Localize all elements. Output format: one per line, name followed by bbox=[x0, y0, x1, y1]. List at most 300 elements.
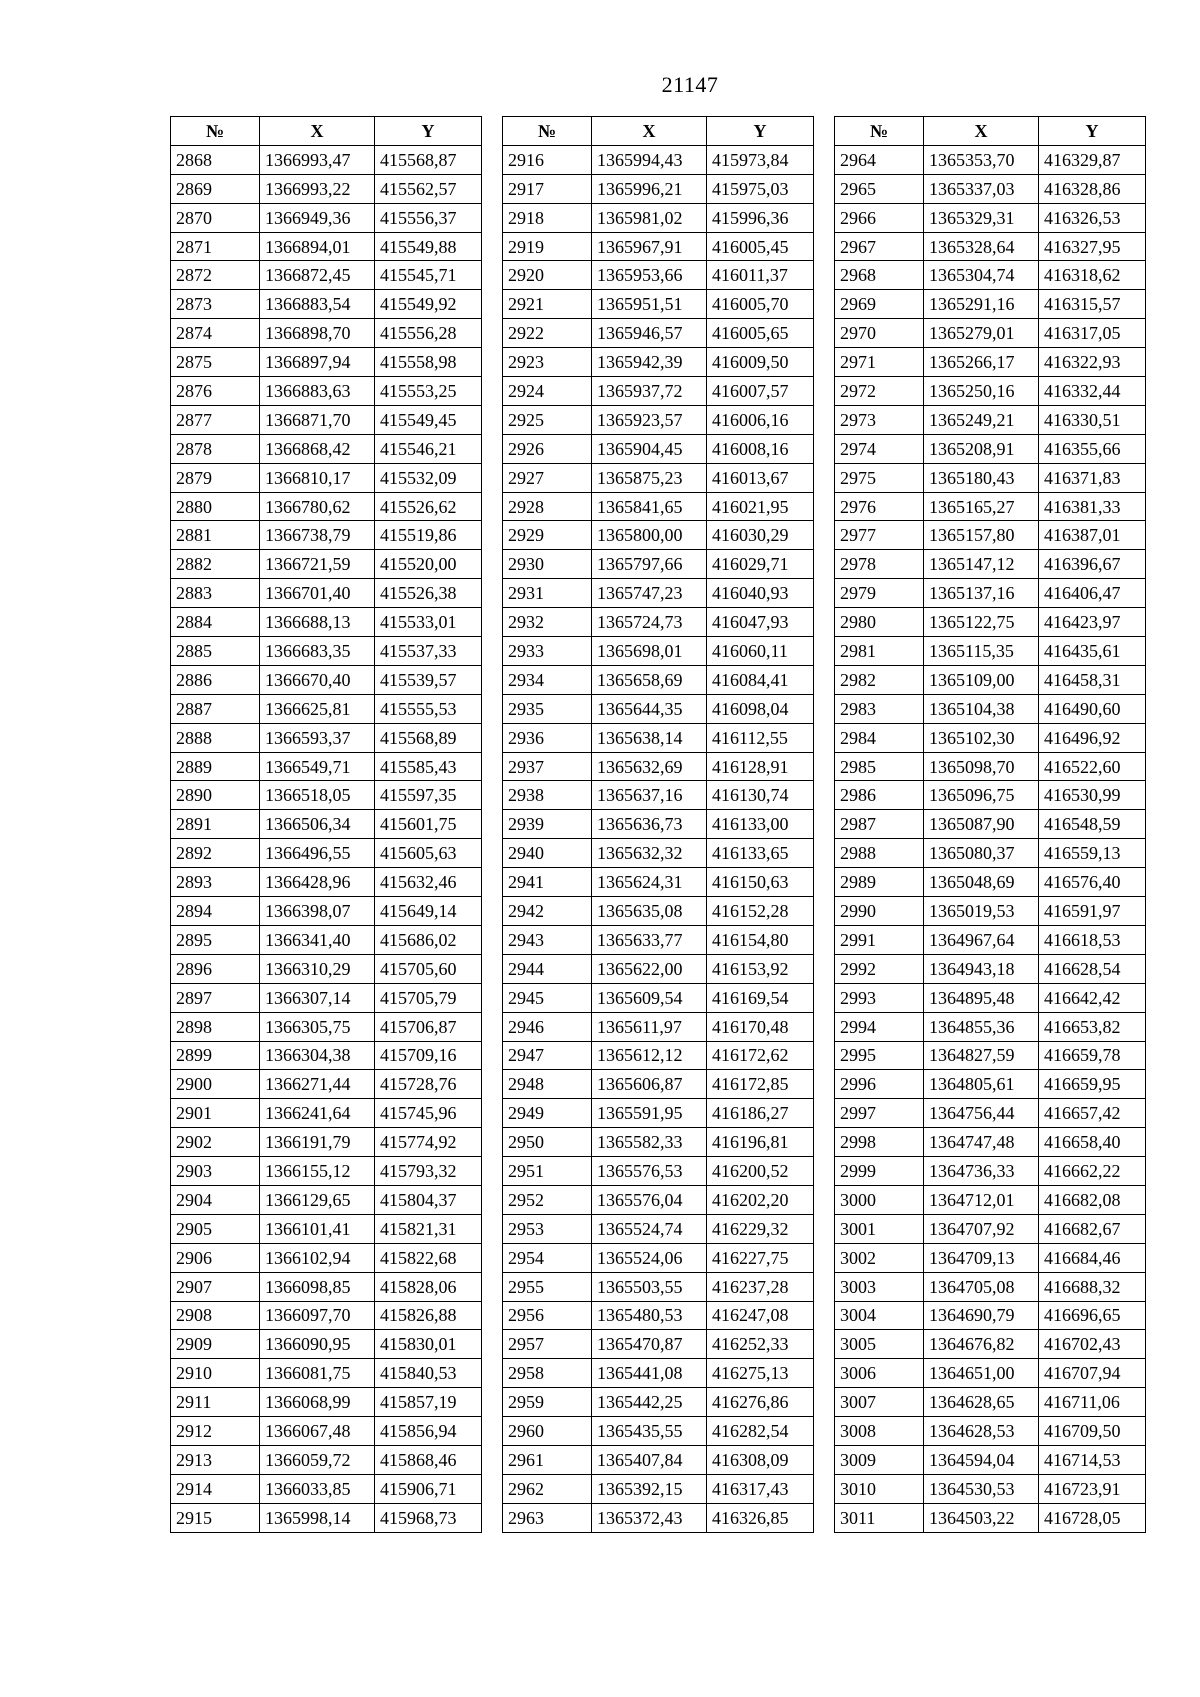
x-coordinate-cell: 1365080,37 bbox=[924, 839, 1039, 868]
table-header-row bbox=[503, 117, 814, 146]
x-coordinate-cell: 1365304,74 bbox=[924, 261, 1039, 290]
x-coordinate-cell: 1365115,35 bbox=[924, 637, 1039, 666]
x-coordinate-cell: 1365981,02 bbox=[592, 203, 707, 232]
table-row bbox=[835, 1272, 1146, 1301]
point-number-cell: 2960 bbox=[503, 1417, 592, 1446]
table-row bbox=[503, 463, 814, 492]
point-number-cell: 2992 bbox=[835, 954, 924, 983]
coordinates-table-1 bbox=[170, 116, 482, 1533]
table-row bbox=[171, 1070, 482, 1099]
y-coordinate-cell: 415601,75 bbox=[375, 810, 482, 839]
point-number-cell: 2986 bbox=[835, 781, 924, 810]
point-number-cell: 2968 bbox=[835, 261, 924, 290]
x-coordinate-cell: 1365747,23 bbox=[592, 579, 707, 608]
table-row bbox=[503, 752, 814, 781]
x-coordinate-cell: 1365612,12 bbox=[592, 1041, 707, 1070]
table-row bbox=[503, 377, 814, 406]
y-coordinate-cell: 415975,03 bbox=[707, 174, 814, 203]
y-coordinate-cell: 415597,35 bbox=[375, 781, 482, 810]
table-row bbox=[503, 637, 814, 666]
table-row bbox=[835, 550, 1146, 579]
table-row bbox=[171, 492, 482, 521]
point-number-cell: 2962 bbox=[503, 1474, 592, 1503]
x-coordinate-cell: 1365249,21 bbox=[924, 405, 1039, 434]
point-number-cell: 2964 bbox=[835, 145, 924, 174]
table-row bbox=[503, 1503, 814, 1532]
x-coordinate-cell: 1366398,07 bbox=[260, 897, 375, 926]
point-number-cell: 2905 bbox=[171, 1214, 260, 1243]
y-coordinate-cell: 415821,31 bbox=[375, 1214, 482, 1243]
y-coordinate-cell: 415856,94 bbox=[375, 1417, 482, 1446]
point-number-cell: 2972 bbox=[835, 377, 924, 406]
table-row bbox=[835, 723, 1146, 752]
table-row bbox=[171, 579, 482, 608]
table-row bbox=[171, 1388, 482, 1417]
point-number-cell: 2902 bbox=[171, 1128, 260, 1157]
table-row bbox=[835, 203, 1146, 232]
x-coordinate-cell: 1365279,01 bbox=[924, 319, 1039, 348]
x-coordinate-cell: 1365591,95 bbox=[592, 1099, 707, 1128]
point-number-cell: 2999 bbox=[835, 1157, 924, 1186]
point-number-cell: 2941 bbox=[503, 868, 592, 897]
x-coordinate-cell: 1365951,51 bbox=[592, 290, 707, 319]
table-row bbox=[503, 434, 814, 463]
table-row bbox=[503, 954, 814, 983]
y-coordinate-cell: 416709,50 bbox=[1039, 1417, 1146, 1446]
x-coordinate-cell: 1366670,40 bbox=[260, 665, 375, 694]
x-coordinate-cell: 1365096,75 bbox=[924, 781, 1039, 810]
x-coordinate-cell: 1366872,45 bbox=[260, 261, 375, 290]
point-number-cell: 2922 bbox=[503, 319, 592, 348]
point-number-cell: 2900 bbox=[171, 1070, 260, 1099]
page-number: 21147 bbox=[661, 72, 719, 97]
x-coordinate-cell: 1365157,80 bbox=[924, 521, 1039, 550]
y-coordinate-cell: 416659,78 bbox=[1039, 1041, 1146, 1070]
point-number-cell: 2877 bbox=[171, 405, 260, 434]
point-number-cell: 2897 bbox=[171, 983, 260, 1012]
x-coordinate-cell: 1365632,32 bbox=[592, 839, 707, 868]
point-number-cell: 2921 bbox=[503, 290, 592, 319]
y-coordinate-cell: 415556,37 bbox=[375, 203, 482, 232]
table-row bbox=[503, 1301, 814, 1330]
x-coordinate-cell: 1365470,87 bbox=[592, 1330, 707, 1359]
y-coordinate-cell: 415562,57 bbox=[375, 174, 482, 203]
point-number-cell: 2889 bbox=[171, 752, 260, 781]
column-header-x: X bbox=[924, 117, 1039, 146]
y-coordinate-cell: 416282,54 bbox=[707, 1417, 814, 1446]
table-row bbox=[171, 1445, 482, 1474]
y-coordinate-cell: 416154,80 bbox=[707, 925, 814, 954]
point-number-cell: 2969 bbox=[835, 290, 924, 319]
table-row bbox=[835, 174, 1146, 203]
point-number-cell: 2985 bbox=[835, 752, 924, 781]
table-row bbox=[503, 174, 814, 203]
point-number-cell: 2868 bbox=[171, 145, 260, 174]
y-coordinate-cell: 415822,68 bbox=[375, 1243, 482, 1272]
x-coordinate-cell: 1366683,35 bbox=[260, 637, 375, 666]
x-coordinate-cell: 1365800,00 bbox=[592, 521, 707, 550]
x-coordinate-cell: 1365048,69 bbox=[924, 868, 1039, 897]
table-row bbox=[171, 810, 482, 839]
x-coordinate-cell: 1365996,21 bbox=[592, 174, 707, 203]
table-row bbox=[503, 1012, 814, 1041]
point-number-cell: 2899 bbox=[171, 1041, 260, 1070]
point-number-cell: 2967 bbox=[835, 232, 924, 261]
y-coordinate-cell: 415857,19 bbox=[375, 1388, 482, 1417]
y-coordinate-cell: 416196,81 bbox=[707, 1128, 814, 1157]
table-row bbox=[835, 377, 1146, 406]
x-coordinate-cell: 1366067,48 bbox=[260, 1417, 375, 1446]
y-coordinate-cell: 415804,37 bbox=[375, 1185, 482, 1214]
x-coordinate-cell: 1366191,79 bbox=[260, 1128, 375, 1157]
table-row bbox=[835, 752, 1146, 781]
y-coordinate-cell: 415728,76 bbox=[375, 1070, 482, 1099]
x-coordinate-cell: 1365087,90 bbox=[924, 810, 1039, 839]
column-header-x: X bbox=[260, 117, 375, 146]
y-coordinate-cell: 415533,01 bbox=[375, 608, 482, 637]
table-row bbox=[503, 1070, 814, 1099]
table-row bbox=[835, 608, 1146, 637]
y-coordinate-cell: 415549,45 bbox=[375, 405, 482, 434]
point-number-cell: 2959 bbox=[503, 1388, 592, 1417]
table-row bbox=[503, 290, 814, 319]
table-row bbox=[835, 434, 1146, 463]
x-coordinate-cell: 1365942,39 bbox=[592, 348, 707, 377]
table-row bbox=[835, 290, 1146, 319]
x-coordinate-cell: 1366305,75 bbox=[260, 1012, 375, 1041]
y-coordinate-cell: 416008,16 bbox=[707, 434, 814, 463]
table-row bbox=[503, 145, 814, 174]
table-row bbox=[171, 1474, 482, 1503]
table-row bbox=[503, 897, 814, 926]
table-row bbox=[503, 810, 814, 839]
x-coordinate-cell: 1364690,79 bbox=[924, 1301, 1039, 1330]
x-coordinate-cell: 1364503,22 bbox=[924, 1503, 1039, 1532]
x-coordinate-cell: 1366428,96 bbox=[260, 868, 375, 897]
point-number-cell: 3003 bbox=[835, 1272, 924, 1301]
x-coordinate-cell: 1366307,14 bbox=[260, 983, 375, 1012]
table-row bbox=[171, 1417, 482, 1446]
point-number-cell: 2957 bbox=[503, 1330, 592, 1359]
y-coordinate-cell: 416688,32 bbox=[1039, 1272, 1146, 1301]
x-coordinate-cell: 1366738,79 bbox=[260, 521, 375, 550]
x-coordinate-cell: 1365637,16 bbox=[592, 781, 707, 810]
y-coordinate-cell: 416098,04 bbox=[707, 694, 814, 723]
table-row bbox=[171, 723, 482, 752]
y-coordinate-cell: 415774,92 bbox=[375, 1128, 482, 1157]
point-number-cell: 2880 bbox=[171, 492, 260, 521]
x-coordinate-cell: 1364855,36 bbox=[924, 1012, 1039, 1041]
point-number-cell: 2923 bbox=[503, 348, 592, 377]
x-coordinate-cell: 1365797,66 bbox=[592, 550, 707, 579]
x-coordinate-cell: 1366871,70 bbox=[260, 405, 375, 434]
x-coordinate-cell: 1365435,55 bbox=[592, 1417, 707, 1446]
y-coordinate-cell: 415686,02 bbox=[375, 925, 482, 954]
table-row bbox=[503, 1388, 814, 1417]
table-row bbox=[503, 839, 814, 868]
x-coordinate-cell: 1365937,72 bbox=[592, 377, 707, 406]
x-coordinate-cell: 1365698,01 bbox=[592, 637, 707, 666]
x-coordinate-cell: 1365250,16 bbox=[924, 377, 1039, 406]
y-coordinate-cell: 415709,16 bbox=[375, 1041, 482, 1070]
point-number-cell: 2996 bbox=[835, 1070, 924, 1099]
y-coordinate-cell: 416702,43 bbox=[1039, 1330, 1146, 1359]
x-coordinate-cell: 1366810,17 bbox=[260, 463, 375, 492]
x-coordinate-cell: 1364628,65 bbox=[924, 1388, 1039, 1417]
point-number-cell: 2956 bbox=[503, 1301, 592, 1330]
y-coordinate-cell: 416172,85 bbox=[707, 1070, 814, 1099]
x-coordinate-cell: 1366271,44 bbox=[260, 1070, 375, 1099]
point-number-cell: 2961 bbox=[503, 1445, 592, 1474]
y-coordinate-cell: 416371,83 bbox=[1039, 463, 1146, 492]
y-coordinate-cell: 415549,92 bbox=[375, 290, 482, 319]
y-coordinate-cell: 416202,20 bbox=[707, 1185, 814, 1214]
table-row bbox=[171, 665, 482, 694]
table-row bbox=[503, 781, 814, 810]
y-coordinate-cell: 416548,59 bbox=[1039, 810, 1146, 839]
y-coordinate-cell: 415585,43 bbox=[375, 752, 482, 781]
y-coordinate-cell: 416247,08 bbox=[707, 1301, 814, 1330]
x-coordinate-cell: 1365658,69 bbox=[592, 665, 707, 694]
y-coordinate-cell: 415906,71 bbox=[375, 1474, 482, 1503]
y-coordinate-cell: 416007,57 bbox=[707, 377, 814, 406]
table-row bbox=[171, 1214, 482, 1243]
table-row bbox=[503, 1099, 814, 1128]
point-number-cell: 2970 bbox=[835, 319, 924, 348]
point-number-cell: 2919 bbox=[503, 232, 592, 261]
point-number-cell: 2938 bbox=[503, 781, 592, 810]
table-row bbox=[503, 492, 814, 521]
x-coordinate-cell: 1364628,53 bbox=[924, 1417, 1039, 1446]
y-coordinate-cell: 415526,38 bbox=[375, 579, 482, 608]
table-row bbox=[503, 579, 814, 608]
y-coordinate-cell: 416029,71 bbox=[707, 550, 814, 579]
point-number-cell: 2907 bbox=[171, 1272, 260, 1301]
table-row bbox=[171, 1503, 482, 1532]
y-coordinate-cell: 415705,79 bbox=[375, 983, 482, 1012]
table-row bbox=[835, 983, 1146, 1012]
y-coordinate-cell: 415545,71 bbox=[375, 261, 482, 290]
table-row bbox=[835, 463, 1146, 492]
point-number-cell: 2890 bbox=[171, 781, 260, 810]
x-coordinate-cell: 1365104,38 bbox=[924, 694, 1039, 723]
x-coordinate-cell: 1365904,45 bbox=[592, 434, 707, 463]
y-coordinate-cell: 416252,33 bbox=[707, 1330, 814, 1359]
y-coordinate-cell: 416317,43 bbox=[707, 1474, 814, 1503]
point-number-cell: 2994 bbox=[835, 1012, 924, 1041]
y-coordinate-cell: 416326,85 bbox=[707, 1503, 814, 1532]
x-coordinate-cell: 1365524,06 bbox=[592, 1243, 707, 1272]
y-coordinate-cell: 416172,62 bbox=[707, 1041, 814, 1070]
x-coordinate-cell: 1364594,04 bbox=[924, 1445, 1039, 1474]
y-coordinate-cell: 416133,65 bbox=[707, 839, 814, 868]
x-coordinate-cell: 1365611,97 bbox=[592, 1012, 707, 1041]
y-coordinate-cell: 416112,55 bbox=[707, 723, 814, 752]
y-coordinate-cell: 416047,93 bbox=[707, 608, 814, 637]
column-header-y: Y bbox=[1039, 117, 1146, 146]
y-coordinate-cell: 415605,63 bbox=[375, 839, 482, 868]
table-row bbox=[503, 1157, 814, 1186]
table-row bbox=[171, 463, 482, 492]
table-row bbox=[171, 1041, 482, 1070]
table-row bbox=[503, 521, 814, 550]
x-coordinate-cell: 1366033,85 bbox=[260, 1474, 375, 1503]
x-coordinate-cell: 1366155,12 bbox=[260, 1157, 375, 1186]
y-coordinate-cell: 416662,22 bbox=[1039, 1157, 1146, 1186]
table-header-row bbox=[835, 117, 1146, 146]
y-coordinate-cell: 416642,42 bbox=[1039, 983, 1146, 1012]
y-coordinate-cell: 415826,88 bbox=[375, 1301, 482, 1330]
table-row bbox=[835, 1185, 1146, 1214]
x-coordinate-cell: 1366780,62 bbox=[260, 492, 375, 521]
point-number-cell: 2876 bbox=[171, 377, 260, 406]
table-row bbox=[835, 1445, 1146, 1474]
column-header-number: № bbox=[171, 117, 260, 146]
y-coordinate-cell: 415705,60 bbox=[375, 954, 482, 983]
y-coordinate-cell: 416406,47 bbox=[1039, 579, 1146, 608]
y-coordinate-cell: 415553,25 bbox=[375, 377, 482, 406]
x-coordinate-cell: 1365147,12 bbox=[924, 550, 1039, 579]
table-row bbox=[835, 1417, 1146, 1446]
table-row bbox=[171, 839, 482, 868]
y-coordinate-cell: 416308,09 bbox=[707, 1445, 814, 1474]
point-number-cell: 3006 bbox=[835, 1359, 924, 1388]
x-coordinate-cell: 1366059,72 bbox=[260, 1445, 375, 1474]
x-coordinate-cell: 1364676,82 bbox=[924, 1330, 1039, 1359]
x-coordinate-cell: 1365633,77 bbox=[592, 925, 707, 954]
x-coordinate-cell: 1365841,65 bbox=[592, 492, 707, 521]
point-number-cell: 2997 bbox=[835, 1099, 924, 1128]
y-coordinate-cell: 415649,14 bbox=[375, 897, 482, 926]
column-header-y: Y bbox=[707, 117, 814, 146]
point-number-cell: 2993 bbox=[835, 983, 924, 1012]
x-coordinate-cell: 1364707,92 bbox=[924, 1214, 1039, 1243]
point-number-cell: 2910 bbox=[171, 1359, 260, 1388]
y-coordinate-cell: 416170,48 bbox=[707, 1012, 814, 1041]
x-coordinate-cell: 1366310,29 bbox=[260, 954, 375, 983]
x-coordinate-cell: 1366993,22 bbox=[260, 174, 375, 203]
coordinates-table-3 bbox=[834, 116, 1146, 1533]
x-coordinate-cell: 1366068,99 bbox=[260, 1388, 375, 1417]
table-row bbox=[171, 348, 482, 377]
y-coordinate-cell: 416130,74 bbox=[707, 781, 814, 810]
y-coordinate-cell: 415519,86 bbox=[375, 521, 482, 550]
point-number-cell: 2875 bbox=[171, 348, 260, 377]
table-row bbox=[835, 261, 1146, 290]
y-coordinate-cell: 416618,53 bbox=[1039, 925, 1146, 954]
point-number-cell: 2885 bbox=[171, 637, 260, 666]
table-row bbox=[503, 925, 814, 954]
y-coordinate-cell: 416329,87 bbox=[1039, 145, 1146, 174]
y-coordinate-cell: 416006,16 bbox=[707, 405, 814, 434]
point-number-cell: 2909 bbox=[171, 1330, 260, 1359]
point-number-cell: 3011 bbox=[835, 1503, 924, 1532]
table-row bbox=[171, 434, 482, 463]
point-number-cell: 3004 bbox=[835, 1301, 924, 1330]
column-header-y: Y bbox=[375, 117, 482, 146]
point-number-cell: 2979 bbox=[835, 579, 924, 608]
point-number-cell: 2947 bbox=[503, 1041, 592, 1070]
point-number-cell: 2973 bbox=[835, 405, 924, 434]
point-number-cell: 2948 bbox=[503, 1070, 592, 1099]
point-number-cell: 2915 bbox=[171, 1503, 260, 1532]
point-number-cell: 2891 bbox=[171, 810, 260, 839]
y-coordinate-cell: 416381,33 bbox=[1039, 492, 1146, 521]
x-coordinate-cell: 1364736,33 bbox=[924, 1157, 1039, 1186]
point-number-cell: 2989 bbox=[835, 868, 924, 897]
point-number-cell: 3002 bbox=[835, 1243, 924, 1272]
x-coordinate-cell: 1366593,37 bbox=[260, 723, 375, 752]
point-number-cell: 3008 bbox=[835, 1417, 924, 1446]
y-coordinate-cell: 416396,67 bbox=[1039, 550, 1146, 579]
point-number-cell: 2937 bbox=[503, 752, 592, 781]
table-row bbox=[171, 1185, 482, 1214]
table-row bbox=[171, 290, 482, 319]
coordinates-table-2 bbox=[502, 116, 814, 1533]
table-row bbox=[171, 405, 482, 434]
y-coordinate-cell: 415568,89 bbox=[375, 723, 482, 752]
y-coordinate-cell: 416317,05 bbox=[1039, 319, 1146, 348]
x-coordinate-cell: 1365480,53 bbox=[592, 1301, 707, 1330]
point-number-cell: 2940 bbox=[503, 839, 592, 868]
x-coordinate-cell: 1365923,57 bbox=[592, 405, 707, 434]
table-row bbox=[503, 1128, 814, 1157]
y-coordinate-cell: 415556,28 bbox=[375, 319, 482, 348]
point-number-cell: 3001 bbox=[835, 1214, 924, 1243]
y-coordinate-cell: 416496,92 bbox=[1039, 723, 1146, 752]
table-row bbox=[835, 1359, 1146, 1388]
x-coordinate-cell: 1366883,54 bbox=[260, 290, 375, 319]
y-coordinate-cell: 415568,87 bbox=[375, 145, 482, 174]
table-row bbox=[503, 1214, 814, 1243]
x-coordinate-cell: 1365098,70 bbox=[924, 752, 1039, 781]
table-row bbox=[503, 319, 814, 348]
y-coordinate-cell: 416327,95 bbox=[1039, 232, 1146, 261]
table-row bbox=[171, 1012, 482, 1041]
table-row bbox=[171, 925, 482, 954]
table-row bbox=[835, 1243, 1146, 1272]
table-row bbox=[835, 492, 1146, 521]
x-coordinate-cell: 1366625,81 bbox=[260, 694, 375, 723]
point-number-cell: 2946 bbox=[503, 1012, 592, 1041]
table-row bbox=[835, 1012, 1146, 1041]
x-coordinate-cell: 1366241,64 bbox=[260, 1099, 375, 1128]
y-coordinate-cell: 416084,41 bbox=[707, 665, 814, 694]
point-number-cell: 2982 bbox=[835, 665, 924, 694]
y-coordinate-cell: 416169,54 bbox=[707, 983, 814, 1012]
y-coordinate-cell: 415793,32 bbox=[375, 1157, 482, 1186]
point-number-cell: 2995 bbox=[835, 1041, 924, 1070]
column-header-x: X bbox=[592, 117, 707, 146]
x-coordinate-cell: 1366883,63 bbox=[260, 377, 375, 406]
y-coordinate-cell: 416237,28 bbox=[707, 1272, 814, 1301]
x-coordinate-cell: 1366701,40 bbox=[260, 579, 375, 608]
point-number-cell: 2927 bbox=[503, 463, 592, 492]
x-coordinate-cell: 1366721,59 bbox=[260, 550, 375, 579]
x-coordinate-cell: 1365165,27 bbox=[924, 492, 1039, 521]
table-row bbox=[171, 637, 482, 666]
y-coordinate-cell: 416657,42 bbox=[1039, 1099, 1146, 1128]
table-row bbox=[835, 781, 1146, 810]
y-coordinate-cell: 416276,86 bbox=[707, 1388, 814, 1417]
point-number-cell: 2883 bbox=[171, 579, 260, 608]
y-coordinate-cell: 416458,31 bbox=[1039, 665, 1146, 694]
point-number-cell: 2901 bbox=[171, 1099, 260, 1128]
y-coordinate-cell: 416021,95 bbox=[707, 492, 814, 521]
point-number-cell: 2943 bbox=[503, 925, 592, 954]
x-coordinate-cell: 1364805,61 bbox=[924, 1070, 1039, 1099]
x-coordinate-cell: 1364747,48 bbox=[924, 1128, 1039, 1157]
